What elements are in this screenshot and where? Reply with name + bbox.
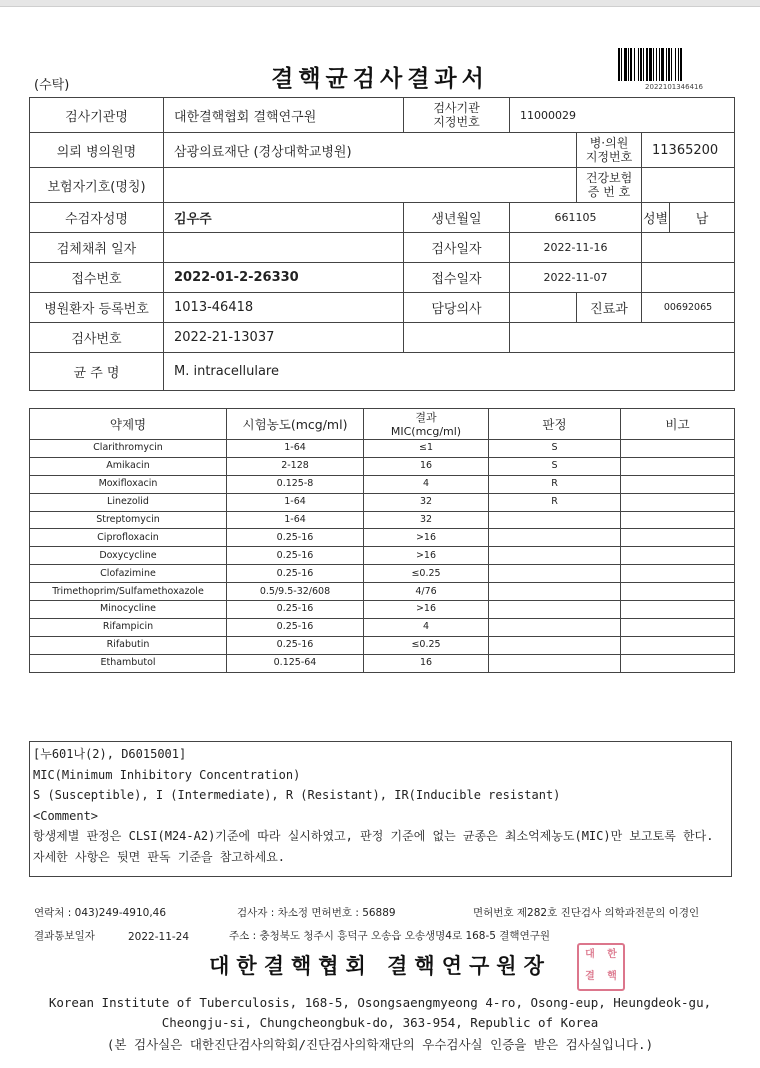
note-cell	[621, 547, 735, 565]
health-ins-label-text: 건강보험 증 번 호	[585, 171, 633, 199]
mic-cell: 32	[364, 493, 489, 511]
inst-code-value: 11000029	[510, 98, 735, 133]
drug-susceptibility-table	[29, 408, 735, 673]
sex-label: 성별	[642, 203, 670, 233]
reg-no-value: 1013-46418	[164, 293, 404, 323]
top-border	[0, 0, 760, 7]
note-cell	[621, 511, 735, 529]
sample-date-value	[164, 233, 404, 263]
health-ins-label	[577, 168, 642, 203]
note-cell	[621, 493, 735, 511]
drug-name-cell: Clarithromycin	[30, 440, 227, 458]
inst-code-label	[404, 98, 510, 133]
table-row	[30, 511, 735, 529]
mic-cell: 4	[364, 618, 489, 636]
note-cell	[621, 618, 735, 636]
drug-name-cell: Streptomycin	[30, 511, 227, 529]
judgement-cell	[489, 529, 621, 547]
address-en-line1: Korean Institute of Tuberculosis, 168-5, Osongsaengmyeong 4-ro, Osong-eup, Heungdeok-gu,	[48, 995, 712, 1010]
table-row	[30, 440, 735, 458]
address-kr: 주소 : 충청북도 청주시 흥덕구 오송읍 오송생명4로 168-5 결핵연구원	[229, 930, 551, 942]
table-row	[30, 636, 735, 654]
mic-cell: 16	[364, 457, 489, 475]
note-cell	[621, 583, 735, 601]
empty-cell	[404, 323, 510, 353]
range-cell: 0.5/9.5-32/608	[227, 583, 364, 601]
copy-label: (수탁)	[34, 78, 70, 93]
judgement-cell	[489, 565, 621, 583]
birth-value: 661105	[510, 203, 642, 233]
contact-info: 연락처 : 043)249-4910,46	[34, 907, 167, 919]
mic-cell: 4/76	[364, 583, 489, 601]
result-header	[364, 409, 489, 440]
insurance-label: 보험자기호(명칭)	[30, 168, 164, 203]
doctor-label: 담당의사	[404, 293, 510, 323]
comment-mic-def: MIC(Minimum Inhibitory Concentration)	[33, 767, 301, 782]
drug-name-cell: Trimethoprim/Sulfamethoxazole	[30, 583, 227, 601]
reg-no-label: 병원환자 등록번호	[30, 293, 164, 323]
drug-name-cell: Moxifloxacin	[30, 475, 227, 493]
strain-label: 균 주 명	[30, 353, 164, 391]
range-cell: 0.25-16	[227, 565, 364, 583]
note-cell	[621, 457, 735, 475]
patient-info-table	[29, 97, 735, 391]
judgement-cell	[489, 601, 621, 619]
judgement-cell	[489, 654, 621, 672]
judgement-header: 판정	[489, 409, 621, 440]
test-no-label: 검사번호	[30, 323, 164, 353]
range-header: 시험농도(mcg/ml)	[227, 409, 364, 440]
drug-name-cell: Minocycline	[30, 601, 227, 619]
note-cell	[621, 654, 735, 672]
drug-header: 약제명	[30, 409, 227, 440]
range-cell: 0.25-16	[227, 618, 364, 636]
mic-cell: ≤1	[364, 440, 489, 458]
drug-name-cell: Rifabutin	[30, 636, 227, 654]
notify-date: 2022-11-24	[128, 931, 190, 943]
table-row	[30, 493, 735, 511]
hospital-code-value: 11365200	[642, 133, 735, 168]
certification-note: (본 검사실은 대한진단검사의학회/진단검사의학재단의 우수검사실 인증을 받은 검사실입니다.)	[106, 1037, 654, 1052]
judgement-cell: S	[489, 457, 621, 475]
hospital-code-label-text: 병·의원 지정번호	[585, 136, 633, 164]
examiner-info: 검사자 : 차소정 면허번호 : 56889	[237, 907, 396, 919]
comment-heading: <Comment>	[33, 808, 99, 823]
drug-name-cell: Amikacin	[30, 457, 227, 475]
mic-cell: >16	[364, 601, 489, 619]
judgement-cell: R	[489, 475, 621, 493]
receipt-no-value: 2022-01-2-26330	[164, 263, 404, 293]
drug-name-cell: Ciprofloxacin	[30, 529, 227, 547]
institution-label: 검사기관명	[30, 98, 164, 133]
document-title: 결핵균검사결과서	[271, 66, 489, 92]
drug-name-cell: Ethambutol	[30, 654, 227, 672]
note-cell	[621, 529, 735, 547]
dept-label: 진료과	[577, 293, 642, 323]
table-row	[30, 457, 735, 475]
notify-label: 결과통보일자	[34, 930, 95, 942]
judgement-cell	[489, 618, 621, 636]
receipt-no-label: 접수번호	[30, 263, 164, 293]
receipt-date-label: 접수일자	[404, 263, 510, 293]
drug-name-cell: Doxycycline	[30, 547, 227, 565]
range-cell: 0.25-16	[227, 547, 364, 565]
institution-value: 대한결핵협회 결핵연구원	[164, 98, 404, 133]
doctor-value	[510, 293, 577, 323]
note-cell	[621, 440, 735, 458]
empty-cell	[642, 263, 735, 293]
sex-value: 남	[670, 203, 735, 233]
sample-date-label: 검체채취 일자	[30, 233, 164, 263]
birth-label: 생년월일	[404, 203, 510, 233]
strain-value: M. intracellulare	[164, 353, 735, 391]
comment-text: 항생제별 판정은 CLSI(M24-A2)기준에 따라 실시하였고, 판정 기준에 없는 균종은 최소억제농도(MIC)만 보고토록 한다. 자세한 사항은 뒷면 판독 기준을 참고하세요.	[33, 829, 714, 864]
mic-cell: ≤0.25	[364, 636, 489, 654]
drug-name-cell: Linezolid	[30, 493, 227, 511]
test-no-value: 2022-21-13037	[164, 323, 404, 353]
note-cell	[621, 565, 735, 583]
mic-cell: >16	[364, 529, 489, 547]
table-row	[30, 654, 735, 672]
range-cell: 0.125-64	[227, 654, 364, 672]
inst-code-label-text: 검사기관 지정번호	[433, 101, 480, 129]
mic-cell: >16	[364, 547, 489, 565]
test-date-label: 검사일자	[404, 233, 510, 263]
drug-name-cell: Clofazimine	[30, 565, 227, 583]
comment-code: [누601나(2), D6015001]	[33, 747, 187, 761]
requester-label: 의뢰 병의원명	[30, 133, 164, 168]
note-cell	[621, 601, 735, 619]
table-row	[30, 547, 735, 565]
table-row	[30, 618, 735, 636]
table-row	[30, 583, 735, 601]
insurance-value	[164, 168, 577, 203]
range-cell: 0.25-16	[227, 529, 364, 547]
drug-name-cell: Rifampicin	[30, 618, 227, 636]
barcode-number: 2022101346416	[645, 83, 703, 91]
empty-cell	[642, 233, 735, 263]
range-cell: 0.25-16	[227, 601, 364, 619]
judgement-cell	[489, 636, 621, 654]
note-cell	[621, 475, 735, 493]
requester-value: 삼광의료재단 (경상대학교병원)	[164, 133, 577, 168]
range-cell: 2-128	[227, 457, 364, 475]
judgement-cell: R	[489, 493, 621, 511]
patient-name-value: 김우주	[164, 203, 404, 233]
note-header: 비고	[621, 409, 735, 440]
license-info: 면허번호 제282호 진단검사 의학과전문의 이경인	[473, 907, 700, 919]
receipt-date-value: 2022-11-07	[510, 263, 642, 293]
note-cell	[621, 636, 735, 654]
mic-cell: 16	[364, 654, 489, 672]
comment-legend: S (Susceptible), I (Intermediate), R (Resistant), IR(Inducible resistant)	[33, 788, 561, 802]
range-cell: 1-64	[227, 440, 364, 458]
mic-cell: 32	[364, 511, 489, 529]
patient-name-label: 수검자성명	[30, 203, 164, 233]
range-cell: 1-64	[227, 493, 364, 511]
table-row	[30, 529, 735, 547]
judgement-cell	[489, 511, 621, 529]
address-en-line2: Cheongju-si, Chungcheongbuk-do, 363-954, Republic of Korea	[161, 1015, 599, 1030]
range-cell: 0.125-8	[227, 475, 364, 493]
range-cell: 1-64	[227, 511, 364, 529]
empty-cell	[510, 323, 735, 353]
range-cell: 0.25-16	[227, 636, 364, 654]
organization-name: 대한결핵협회 결핵연구원장	[209, 954, 551, 978]
judgement-cell	[489, 583, 621, 601]
comment-box	[29, 741, 732, 877]
table-row	[30, 601, 735, 619]
hospital-code-label	[577, 133, 642, 168]
drug-rows	[30, 440, 735, 673]
health-ins-value	[642, 168, 735, 203]
barcode-image	[618, 48, 730, 81]
mic-cell: ≤0.25	[364, 565, 489, 583]
table-row	[30, 475, 735, 493]
dept-value: 00692065	[642, 293, 735, 323]
judgement-cell	[489, 547, 621, 565]
table-row	[30, 565, 735, 583]
result-header-text: 결과 MIC(mcg/ml)	[390, 411, 462, 438]
judgement-cell: S	[489, 440, 621, 458]
mic-cell: 4	[364, 475, 489, 493]
test-date-value: 2022-11-16	[510, 233, 642, 263]
official-seal-icon: 대 한 결 핵	[577, 943, 625, 991]
